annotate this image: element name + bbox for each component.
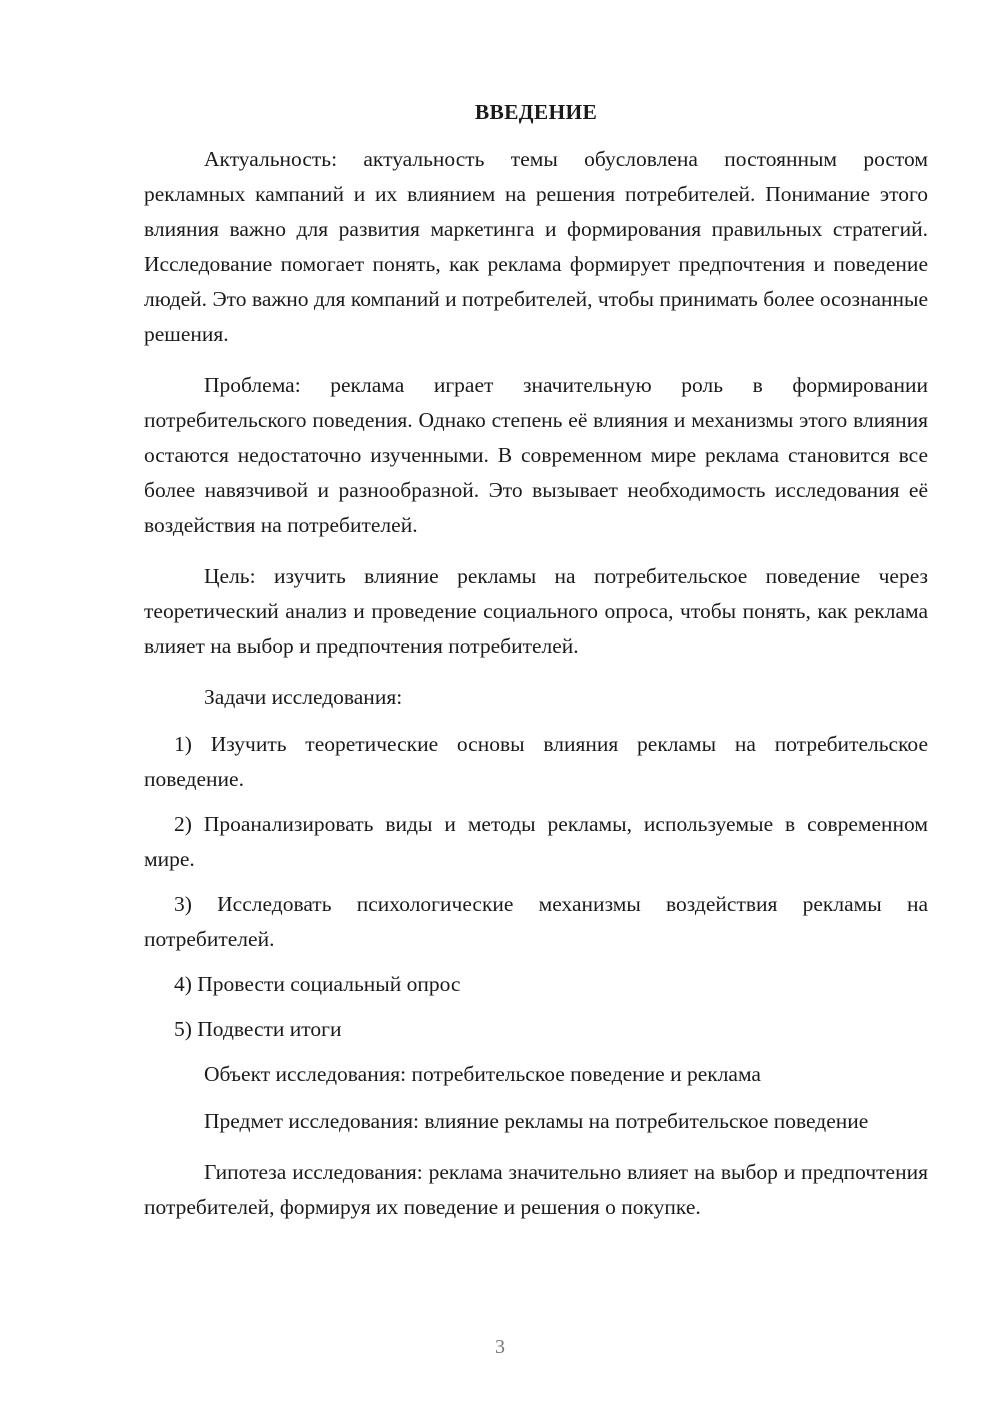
list-item: 5) Подвести итоги bbox=[174, 1017, 342, 1041]
object-paragraph: Объект исследования: потребительское поведение и реклама bbox=[204, 1062, 761, 1086]
tasks-heading: Задачи исследования: bbox=[204, 685, 403, 709]
list-item: 4) Провести социальный опрос bbox=[174, 972, 461, 996]
tasks-list bbox=[144, 727, 928, 1047]
subject-paragraph: Предмет исследования: влияние рекламы на потребительское поведение bbox=[204, 1109, 869, 1133]
list-item: 1) Изучить теоретические основы влияния рекламы на потребительское поведение. bbox=[144, 732, 928, 791]
hypothesis-paragraph: Гипотеза исследования: реклама значительно влияет на выбор и предпочтения потребителей, формируя их поведение и решения о покупке. bbox=[144, 1160, 928, 1219]
relevance-paragraph: Актуальность: актуальность темы обусловлена постоянным ростом рекламных кампаний и их влиянием на решения потребителей. Понимание этого влияния важно для развития маркетинга и формирования правильных стратегий. Исследование помогает понять, как реклама формирует предпочтения и поведение людей. Это важно для компаний и потребителей, чтобы принимать более осознанные решения. bbox=[144, 147, 928, 346]
goal-paragraph: Цель: изучить влияние рекламы на потребительское поведение через теоретический анализ и проведение социального опроса, чтобы понять, как реклама влияет на выбор и предпочтения потребителей. bbox=[144, 564, 928, 658]
page-title: ВВЕДЕНИЕ bbox=[474, 100, 598, 124]
page-content bbox=[144, 96, 928, 1241]
list-item: 2) Проанализировать виды и методы рекламы, используемые в современном мире. bbox=[144, 812, 928, 871]
list-item: 3) Исследовать психологические механизмы воздействия рекламы на потребителей. bbox=[144, 892, 928, 951]
page-number: 3 bbox=[495, 1336, 505, 1358]
problem-paragraph: Проблема: реклама играет значительную роль в формировании потребительского поведения. Однако степень её влияния и механизмы этого влияния остаются недостаточно изученными. В современном мире реклама становится все более навязчивой и разнообразной. Это вызывает необходимость исследования её воздействия на потребителей. bbox=[144, 373, 928, 537]
